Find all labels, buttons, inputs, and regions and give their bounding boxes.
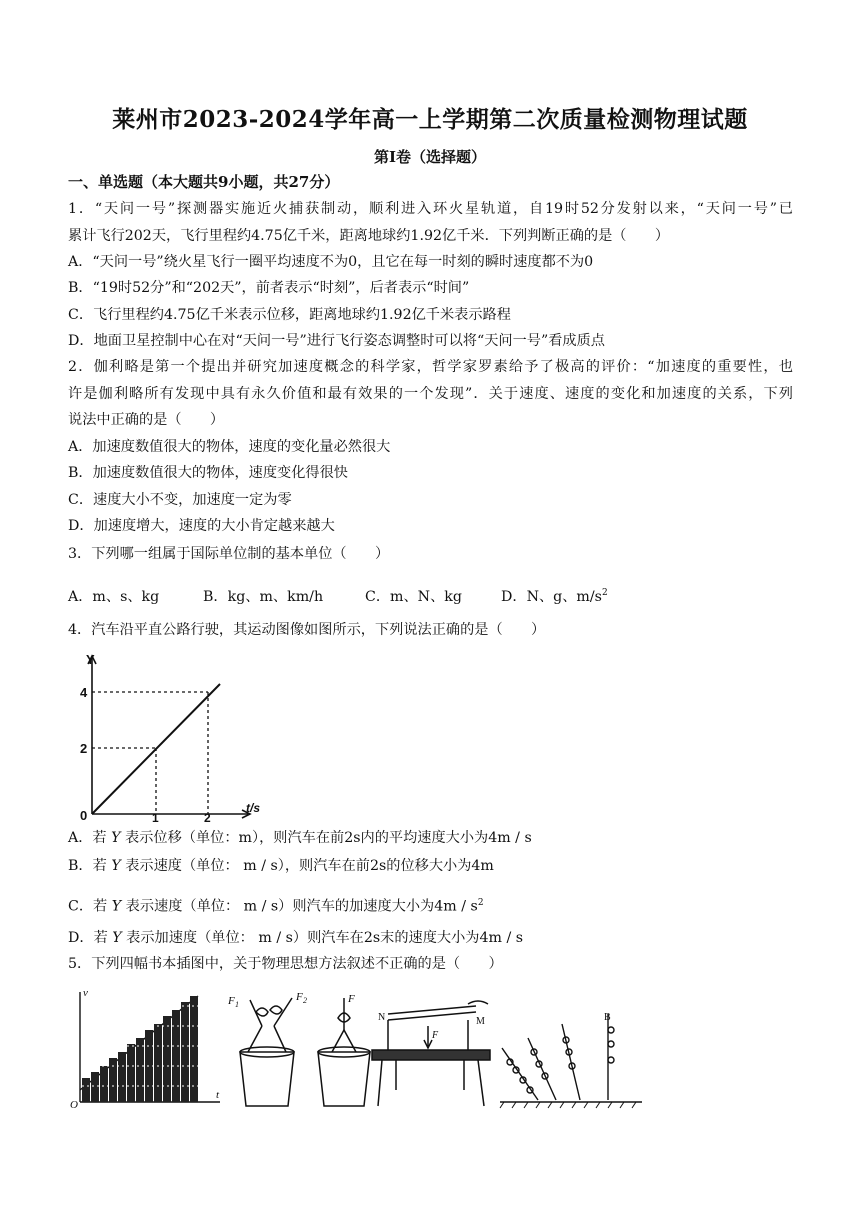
svg-text:N: N bbox=[378, 1012, 386, 1023]
svg-text:B: B bbox=[604, 1012, 611, 1023]
svg-text:1: 1 bbox=[235, 1000, 239, 1009]
q4-option-d: D．若 Y 表示加速度（单位： m / s）则汽车在2s末的速度大小为4m / s bbox=[68, 930, 524, 946]
graph-xtick-2: 2 bbox=[204, 811, 211, 822]
section-heading: 一、单选题（本大题共9小题，共27分） bbox=[68, 173, 340, 191]
svg-text:F: F bbox=[432, 1030, 439, 1041]
q2-option-c: C．速度大小不变，加速度一定为零 bbox=[68, 492, 292, 508]
q2-option-a: A．加速度数值很大的物体，速度的变化量必然很大 bbox=[68, 439, 391, 455]
graph-xlabel: t/s bbox=[246, 801, 261, 815]
svg-text:v: v bbox=[83, 987, 88, 999]
q1-option-b: B．“19时52分”和“202天”，前者表示“时刻”，后者表示“时间” bbox=[68, 280, 470, 296]
graph-ylabel: Y bbox=[86, 652, 95, 667]
svg-text:O: O bbox=[70, 1099, 78, 1110]
q3-option-d-sup: 2 bbox=[601, 588, 608, 598]
graph-ytick-2: 2 bbox=[80, 741, 88, 756]
q2-option-b: B．加速度数值很大的物体，速度变化得很快 bbox=[68, 465, 348, 481]
svg-text:t: t bbox=[216, 1089, 220, 1101]
q4-stem: 4．汽车沿平直公路行驶，其运动图像如图所示，下列说法正确的是（ ） bbox=[68, 622, 546, 638]
q5-fig-table-mirror bbox=[368, 990, 496, 1110]
q2-stem-line1: 2．伽利略是第一个提出并研究加速度概念的科学家，哲学家罗素给予了极高的评价：“加速度的重要性，也 bbox=[68, 359, 793, 375]
q4-option-a: A．若 Y 表示位移（单位：m），则汽车在前2s内的平均速度大小为4m / s bbox=[68, 830, 532, 846]
q3-option-d-text: D．N、g、m/s bbox=[501, 588, 602, 605]
q3-option-c: C．m、N、kg bbox=[365, 588, 462, 605]
q3-option-b: B．kg、m、km/h bbox=[203, 588, 324, 605]
q4-option-c: C．若 Y 表示速度（单位： m / s）则汽车的加速度大小为$4m / s^2$ bbox=[68, 898, 484, 915]
q5-stem: 5．下列四幅书本插图中，关于物理思想方法叙述不正确的是（ ） bbox=[68, 956, 503, 972]
svg-text:F: F bbox=[228, 995, 235, 1007]
q5-fig-incline-balls bbox=[496, 990, 646, 1110]
q3-options bbox=[68, 583, 608, 607]
q3-option-a: A．m、s、kg bbox=[68, 588, 160, 605]
exam-title: 莱州市2023-2024学年高一上学期第二次质量检测物理试题 bbox=[112, 106, 748, 133]
q1-stem-line2: 累计飞行202天，飞行里程约4.75亿千米，距离地球约1.92亿千米．下列判断正确的是（ ） bbox=[68, 228, 670, 244]
volume-subtitle: 第Ⅰ卷（选择题） bbox=[373, 148, 487, 166]
svg-text:2: 2 bbox=[303, 996, 307, 1005]
q2-stem-line2: 许是伽利略所有发现中具有永久价值和最有效果的一个发现”．关于速度、速度的变化和加速度的关系，下列 bbox=[68, 386, 793, 402]
q1-option-d: D．地面卫星控制中心在对“天问一号”进行飞行姿态调整时可以将“天问一号”看成质点 bbox=[68, 333, 605, 349]
q2-option-d: D．加速度增大，速度的大小肯定越来越大 bbox=[68, 518, 335, 534]
svg-text:F: F bbox=[348, 993, 355, 1005]
svg-text:M: M bbox=[476, 1016, 485, 1027]
q1-option-a: A．“天问一号”绕火星飞行一圈平均速度不为0，且它在每一时刻的瞬时速度都不为0 bbox=[68, 254, 594, 270]
graph-ytick-4: 4 bbox=[80, 685, 88, 700]
q4-option-b: B．若 Y 表示速度（单位： m / s），则汽车在前2s的位移大小为4m bbox=[68, 858, 494, 874]
graph-xtick-1: 1 bbox=[152, 811, 159, 822]
q3-option-d bbox=[501, 583, 608, 607]
q5-fig-bucket-two-forces bbox=[222, 990, 312, 1110]
graph-origin: 0 bbox=[80, 808, 88, 822]
q2-stem-line3: 说法中正确的是（ ） bbox=[68, 412, 225, 428]
q1-stem-line1: 1．“天问一号”探测器实施近火捕获制动，顺利进入环火星轨道，自19时52分发射以来，“天问一号”已 bbox=[68, 201, 793, 217]
q5-fig-stairs bbox=[68, 986, 226, 1110]
q1-option-c: C．飞行里程约4.75亿千米表示位移，距离地球约1.92亿千米表示路程 bbox=[68, 307, 511, 323]
q3-stem: 3．下列哪一组属于国际单位制的基本单位（ ） bbox=[68, 546, 390, 562]
q4-motion-graph bbox=[80, 650, 280, 822]
svg-text:F: F bbox=[296, 991, 303, 1003]
